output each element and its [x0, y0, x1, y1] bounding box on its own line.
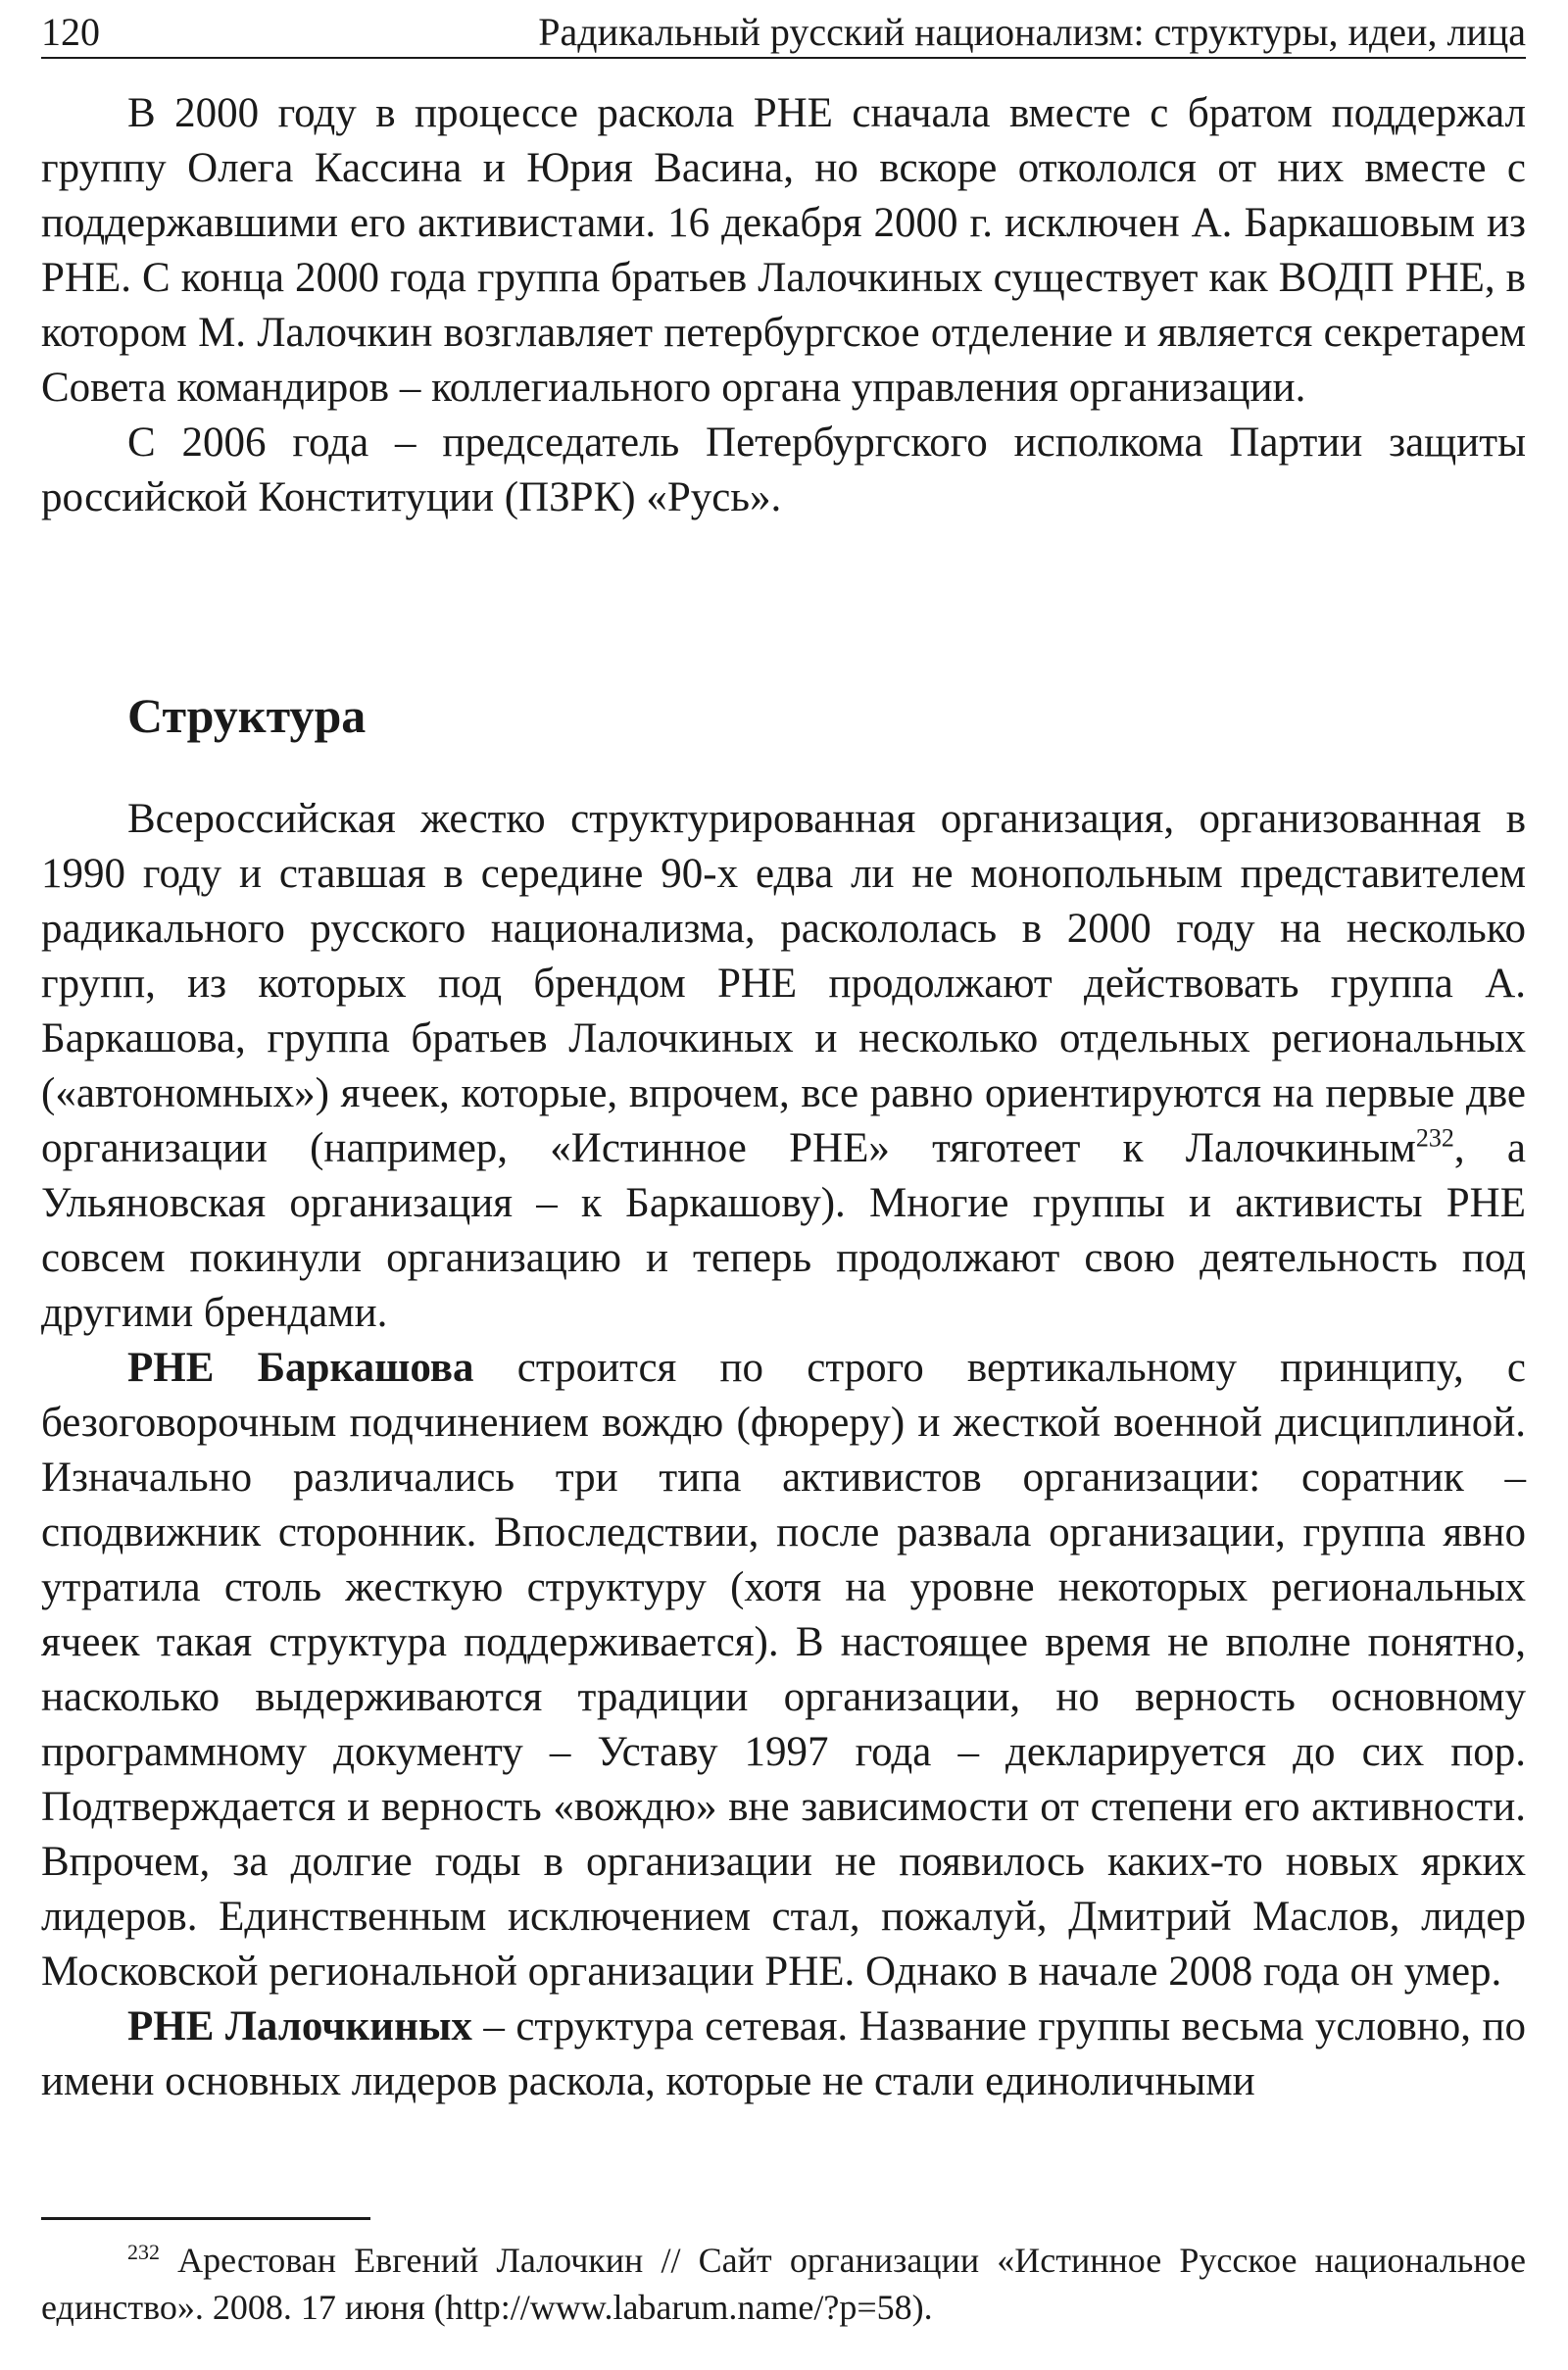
footnote-divider: [41, 2217, 370, 2220]
running-head: [41, 8, 1526, 59]
page-number: 120: [41, 10, 100, 54]
intro-paragraph-2: С 2006 года – председатель Петербургского исполкома Партии защиты российской Конституции (ПЗРК) «Русь».: [41, 420, 1526, 520]
structure-paragraph-2-text: строится по строго вертикальному принципу, с безоговорочным подчинением вождю (фюреру) и жесткой военной дисциплиной. Изначально различались три типа активистов организации: соратник – сподвижник сторонник. Впоследствии, после развала организации, группа явно утратила столь жесткую структуру (хотя на уровне некоторых региональных ячеек такая структура поддерживается). В настоящее время не вполне понятно, насколько выдерживаются традиции организации, но верность основному программному документу – Уставу 1997 года – декларируется до сих пор. Подтверждается и верность «вождю» вне зависимости от степени его активности. Впрочем, за долгие годы в организации не появилось каких-то новых ярких лидеров. Единственным исключением стал, пожалуй, Дмитрий Маслов, лидер Московской региональной организации РНЕ. Однако в начале 2008 года он умер.: [41, 1345, 1526, 1995]
section-heading: Структура: [127, 688, 367, 743]
section-text: [41, 792, 1526, 2109]
barkashov-lead: РНЕ Баркашова: [127, 1345, 474, 1391]
structure-paragraph-3: [41, 2000, 1526, 2109]
structure-paragraph-3-text: – структура сетевая. Название группы весьма условно, по имени основных лидеров раскола, которые не стали единоличными: [41, 2003, 1526, 2104]
footnote: [41, 2237, 1526, 2331]
structure-paragraph-1-text-a: Всероссийская жестко структурированная организация, организованная в 1990 году и ставшая в середине 90-х едва ли не монопольным представителем радикального русского национализма, раскололась в 2000 году на несколько групп, из которых под брендом РНЕ продолжают действовать группа А. Баркашова, группа братьев Лалочкиных и несколько отдельных региональных («автономных») ячеек, которые, впрочем, все равно ориентируются на первые две организации (например, «Истинное РНЕ» тяготеет к Лалочкиным: [41, 796, 1526, 1171]
running-title: Радикальный русский национализм: структуры, идеи, лица: [538, 10, 1526, 54]
structure-paragraph-1: [41, 792, 1526, 1341]
intro-paragraph-1: В 2000 году в процессе раскола РНЕ сначала вместе с братом поддержал группу Олега Кассина и Юрия Васина, но вскоре откололся от них вместе с поддержавшими его активистами. 16 декабря 2000 г. исключен А. Баркашовым из РНЕ. С конца 2000 года группа братьев Лалочкиных существует как ВОДП РНЕ, в котором М. Лалочкин возглавляет петербургское отделение и является секретарем Совета командиров – коллегиального органа управления организации.: [41, 90, 1526, 411]
lalochkin-lead: РНЕ Лалочкиных: [127, 2003, 472, 2049]
footnote-text: Арестован Евгений Лалочкин // Сайт организации «Истинное Русское национальное единство». 2008. 17 июня (http://www.labarum.name/?p=58).: [41, 2241, 1526, 2327]
structure-paragraph-2: [41, 1341, 1526, 2000]
footnote-number: 232: [127, 2240, 160, 2264]
structure-paragraph-1-text-b: , а Ульяновская организация – к Баркашову). Многие группы и активисты РНЕ совсем покинули организацию и теперь продолжают свою деятельность под другими брендами.: [41, 1125, 1527, 1336]
book-page: [41, 0, 1526, 2370]
footnote-reference: 232: [1415, 1123, 1454, 1153]
intro-text: [41, 86, 1526, 525]
